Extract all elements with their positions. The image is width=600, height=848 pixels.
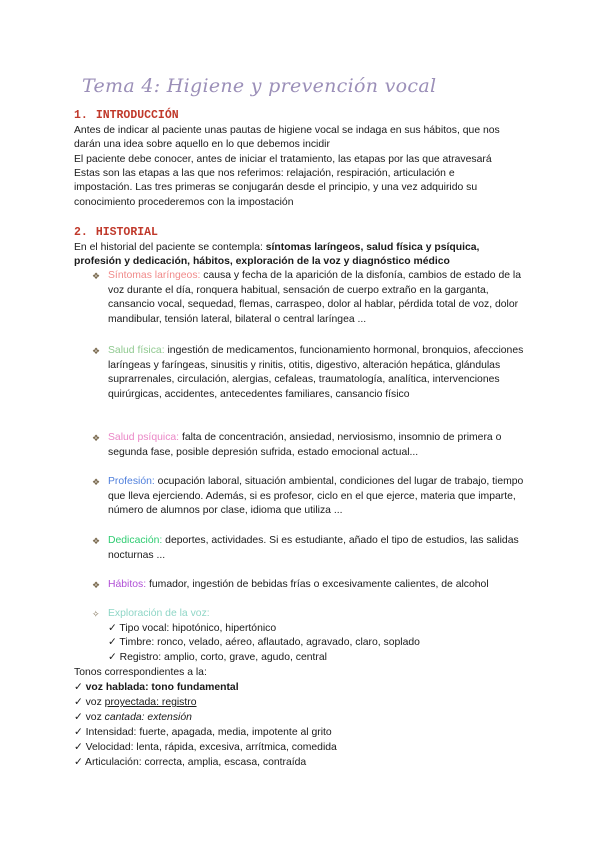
check-icon: ✓ bbox=[74, 697, 83, 708]
section-title: INTRODUCCIÓN bbox=[95, 109, 179, 122]
diamond-bullet-icon: ❖ bbox=[92, 536, 101, 546]
tono-line-1 bbox=[74, 681, 239, 694]
tono-text: voz hablada: tono fundamental bbox=[85, 682, 239, 693]
item-label: Salud física: bbox=[108, 345, 165, 356]
section-heading-historial bbox=[74, 226, 158, 239]
intro-line-2: darán una idea sobre aquello en lo que debemos incidir bbox=[74, 139, 330, 150]
intro-line-3: El paciente debe conocer, antes de iniciar el tratamiento, las etapas por las que atravesará bbox=[74, 154, 492, 165]
intro-line-6: conocimiento procederemos con la impostación bbox=[74, 197, 294, 208]
item-label: Síntomas laríngeos: bbox=[108, 270, 201, 281]
sparkle-bullet-icon: ✧ bbox=[92, 609, 100, 619]
item-text: deportes, actividades. Si es estudiante, añado el tipo de estudios, las salidas nocturnas ... bbox=[108, 535, 519, 561]
exploracion-line-2: ✓ Timbre: ronco, velado, aéreo, aflautado, agravado, claro, soplado bbox=[108, 637, 420, 648]
historial-intro-line-1 bbox=[74, 241, 479, 254]
diamond-bullet-icon: ❖ bbox=[92, 477, 101, 487]
tonos-heading: Tonos correspondientes a la: bbox=[74, 667, 207, 678]
item-text: ocupación laboral, situación ambiental, condiciones del lugar de trabajo, tiempo que lleva ejerciendo. Además, si es profesor, ciclo en el que ejerce, materia que imparte, número de alumnos por clase, idioma que utiliza ... bbox=[108, 476, 524, 516]
tono-text-underlined: proyectada: registro bbox=[104, 697, 197, 708]
tono-text: voz bbox=[85, 712, 105, 723]
exploracion-line-1: ✓ Tipo vocal: hipotónico, hipertónico bbox=[108, 623, 277, 634]
final-line-1: ✓ Intensidad: fuerte, apagada, media, impotente al grito bbox=[74, 727, 332, 738]
final-line-2: ✓ Velocidad: lenta, rápida, excesiva, arrítmica, comedida bbox=[74, 742, 337, 753]
item-label: Salud psíquica: bbox=[108, 432, 180, 443]
item-label: Exploración de la voz: bbox=[108, 608, 210, 619]
intro-line-5: impostación. Las tres primeras se conjugarán desde el principio, y una vez adquirido su bbox=[74, 182, 478, 193]
check-icon: ✓ bbox=[74, 712, 83, 723]
section-heading-introduccion bbox=[74, 109, 179, 122]
tono-text-italic: cantada: extensión bbox=[104, 712, 192, 723]
diamond-bullet-icon: ❖ bbox=[92, 433, 101, 443]
item-text: causa y fecha de la aparición de la disfonía, cambios de estado de la voz durante el día, ronquera habitual, sensación de cuerpo extraño en la garganta, cansancio vocal, sequedad, flemas, carraspeo, dolor al hablar, pérdida total de voz, dolor mandibular, tensión lateral, bilateral o central laríngea ... bbox=[108, 270, 522, 325]
item-text: ingestión de medicamentos, funcionamiento hormonal, bronquios, afecciones laríngeas y faríngeas, sinusitis y rinitis, otitis, digestivo, alteración hepática, glándulas suprarrenales, circulación, alergias, cefaleas, traumatología, analítica, intervenciones quirúrgicas, accidentes, antecedentes familiares, cansancio físico bbox=[108, 345, 524, 400]
intro-bold: síntomas laríngeos, salud física y psíquica, bbox=[265, 242, 480, 253]
final-line-3: ✓ Articulación: correcta, amplia, escasa, contraída bbox=[74, 757, 307, 768]
section-number: 1. bbox=[74, 109, 88, 122]
historial-intro-line-2 bbox=[74, 255, 450, 268]
intro-line-1: Antes de indicar al paciente unas pautas de higiene vocal se indaga en sus hábitos, que nos bbox=[74, 125, 500, 136]
exploracion-line-3: ✓ Registro: amplio, corto, grave, agudo, central bbox=[108, 652, 327, 663]
item-text: fumador, ingestión de bebidas frías o excesivamente calientes, de alcohol bbox=[146, 579, 489, 590]
section-number: 2. bbox=[74, 226, 88, 239]
page-title: Tema 4: Higiene y prevención vocal bbox=[82, 75, 437, 97]
tono-text: voz bbox=[85, 697, 105, 708]
item-label: Hábitos: bbox=[108, 579, 147, 590]
check-icon: ✓ bbox=[74, 682, 83, 693]
tono-line-2 bbox=[74, 696, 197, 709]
intro-bold-2: profesión y dedicación, hábitos, exploración de la voz y diagnóstico médico bbox=[74, 256, 450, 267]
intro-text: En el historial del paciente se contempla: bbox=[74, 242, 266, 253]
intro-line-4: Estas son las etapas a las que nos referimos: relajación, respiración, articulación e bbox=[74, 168, 455, 179]
diamond-bullet-icon: ❖ bbox=[92, 346, 101, 356]
section-title: HISTORIAL bbox=[95, 226, 158, 239]
diamond-bullet-icon: ❖ bbox=[92, 580, 101, 590]
item-label: Profesión: bbox=[108, 476, 155, 487]
tono-line-3 bbox=[74, 711, 192, 724]
diamond-bullet-icon: ❖ bbox=[92, 271, 101, 281]
item-label: Dedicación: bbox=[108, 535, 163, 546]
item-text: falta de concentración, ansiedad, nerviosismo, insomnio de primera o segunda fase, posible depresión sufrida, estado emocional actual... bbox=[108, 432, 502, 458]
